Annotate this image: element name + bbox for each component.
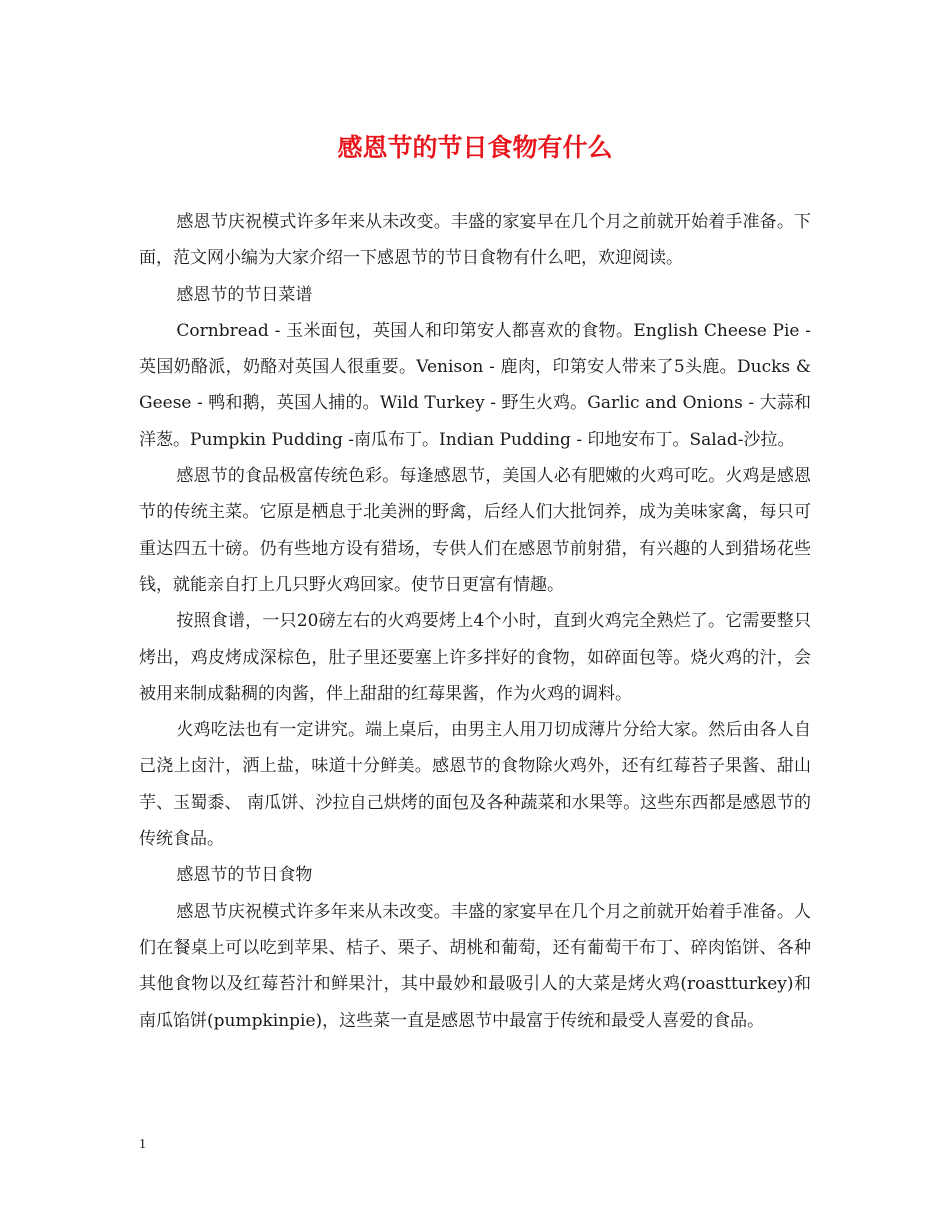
paragraph-turkey-tradition: 感恩节的食品极富传统色彩。每逢感恩节，美国人必有肥嫩的火鸡可吃。火鸡是感恩节的传统主菜。它原是栖息于北美洲的野禽，后经人们大批饲养，成为美味家禽，每只可重达四五十磅。仍有些地方设有猎场，专供人们在感恩节前射猎，有兴趣的人到猎场花些钱，就能亲自打上几只野火鸡回家。使节日更富有情趣。 — [139, 466, 811, 595]
paragraph-menu-items: Cornbread - 玉米面包，英国人和印第安人都喜欢的食物。English Cheese Pie - 英国奶酪派，奶酪对英国人很重要。Venison - 鹿肉，印第安人带来了5头鹿。Ducks & Geese - 鸭和鹅，英国人捕的。Wild Turkey - 野生火鸡。Garlic and Onions - 大蒜和洋葱。Pumpkin Pudding -南瓜布丁。Indian Pudding - 印地安布丁。Salad-沙拉。 — [139, 320, 811, 450]
paragraph-holiday-foods: 感恩节庆祝模式许多年来从未改变。丰盛的家宴早在几个月之前就开始着手准备。人们在餐桌上可以吃到苹果、桔子、栗子、胡桃和葡萄，还有葡萄干布丁、碎肉馅饼、各种其他食物以及红莓苔汁和鲜果汁，其中最妙和最吸引人的大菜是烤火鸡(roastturkey)和南瓜馅饼(pumpkinpie)，这些菜一直是感恩节中最富于传统和最受人喜爱的食品。 — [139, 901, 811, 1031]
page-title: 感恩节的节日食物有什么 — [337, 133, 613, 162]
paragraph-turkey-recipe: 按照食谱，一只20磅左右的火鸡要烤上4个小时，直到火鸡完全熟烂了。它需要整只烤出，鸡皮烤成深棕色，肚子里还要塞上许多拌好的食物，如碎面包等。烧火鸡的汁，会被用来制成黏稠的肉酱，伴上甜甜的红莓果酱，作为火鸡的调料。 — [139, 611, 811, 704]
section-heading-foods: 感恩节的节日食物 — [176, 865, 313, 886]
page-number: 1 — [139, 1137, 146, 1152]
paragraph-intro: 感恩节庆祝模式许多年来从未改变。丰盛的家宴早在几个月之前就开始着手准备。下面，范文网小编为大家介绍一下感恩节的节日食物有什么吧，欢迎阅读。 — [139, 212, 811, 269]
paragraph-turkey-serving: 火鸡吃法也有一定讲究。端上桌后，由男主人用刀切成薄片分给大家。然后由各人自己浇上卤汁，洒上盐，味道十分鲜美。感恩节的食物除火鸡外，还有红莓苔子果酱、甜山芋、玉蜀黍、 南瓜饼、沙拉自己烘烤的面包及各种蔬菜和水果等。这些东西都是感恩节的传统食品。 — [139, 720, 811, 850]
section-heading-menu: 感恩节的节日菜谱 — [176, 284, 313, 305]
document-body — [139, 204, 811, 1039]
